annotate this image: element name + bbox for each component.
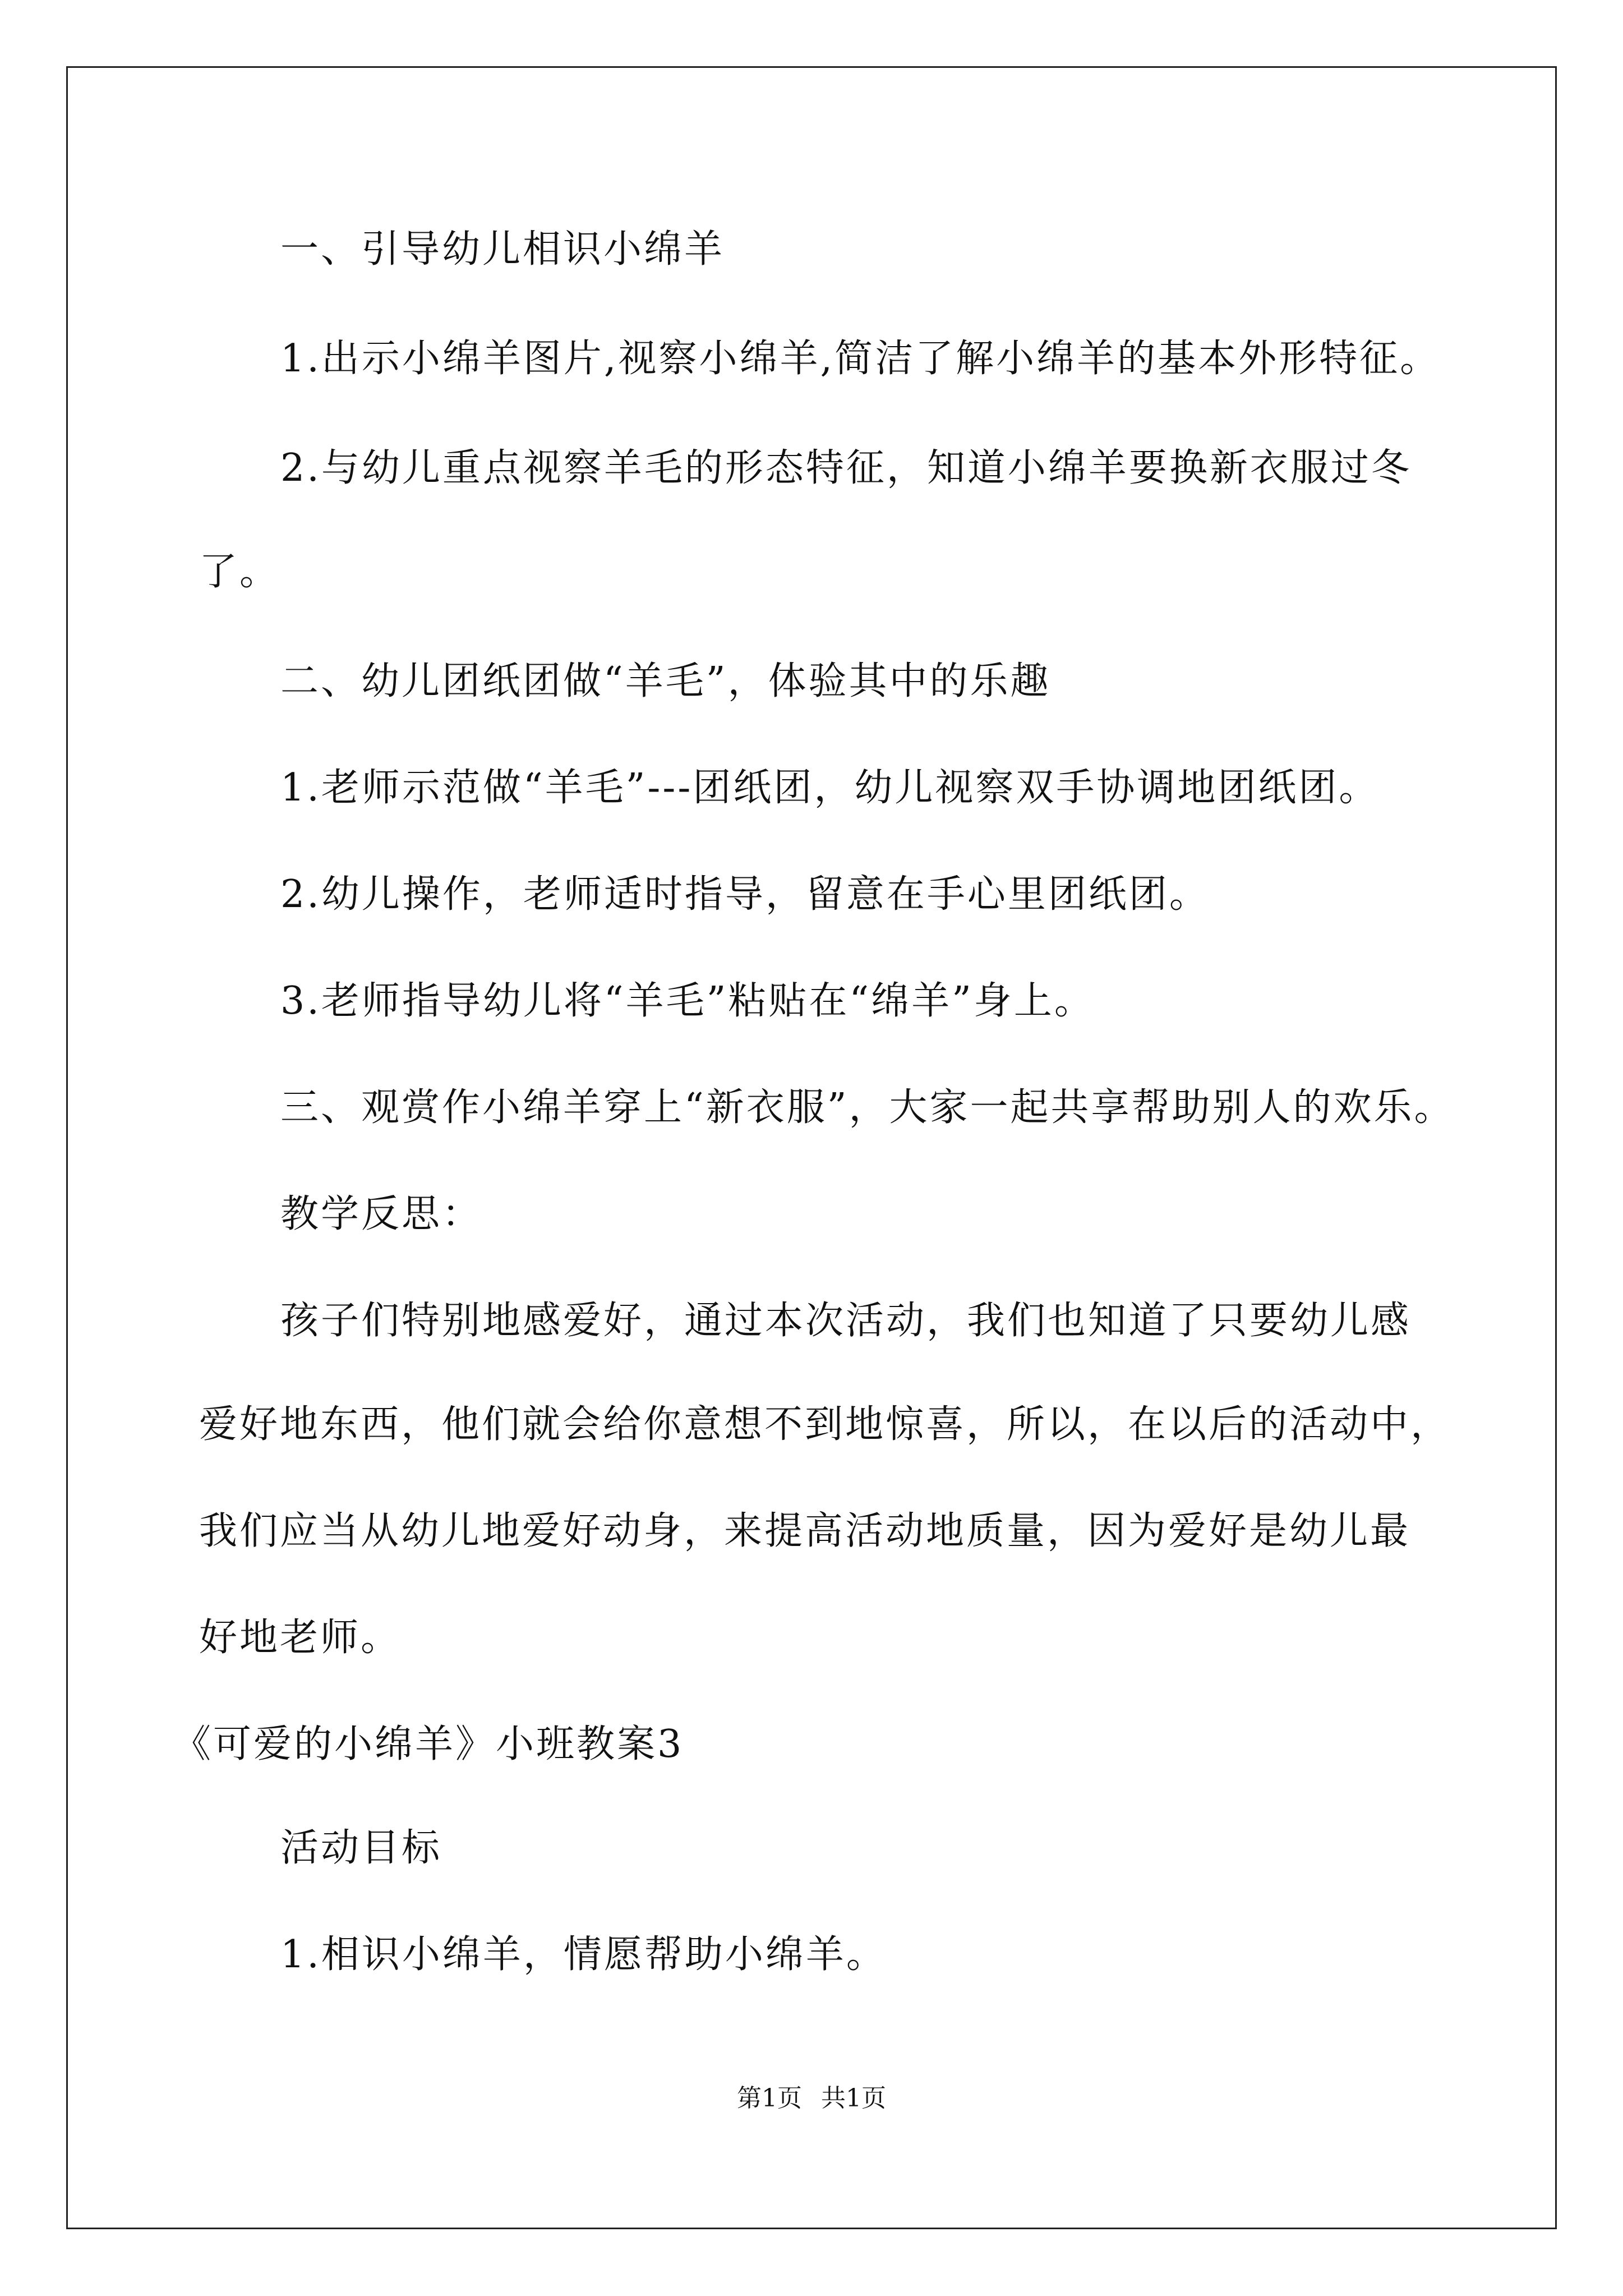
paragraph-line: 2.与幼儿重点视察羊毛的形态特征，知道小绵羊要换新衣服过冬 xyxy=(280,446,1412,490)
paragraph-line: 1.相识小绵羊，情愿帮助小绵羊。 xyxy=(280,1932,887,1977)
paragraph-line: 1.出示小绵羊图片,视察小绵羊,简洁了解小绵羊的基本外形特征。 xyxy=(280,337,1441,381)
section-heading-1: 一、引导幼儿相识小绵羊 xyxy=(280,227,725,272)
page-footer xyxy=(0,2084,1623,2113)
reflection-heading: 教学反思： xyxy=(280,1192,483,1236)
paragraph-line: 孩子们特别地感爱好，通过本次活动，我们也知道了只要幼儿感 xyxy=(280,1299,1412,1343)
section-heading-2: 二、幼儿团纸团做“羊毛”，体验其中的乐趣 xyxy=(280,659,1051,703)
paragraph-line: 2.幼儿操作，老师适时指导，留意在手心里团纸团。 xyxy=(280,872,1210,917)
paragraph-line: 我们应当从幼儿地爱好动身，来提高活动地质量，因为爱好是幼儿最 xyxy=(199,1509,1411,1553)
page-border xyxy=(66,66,1557,2229)
objectives-heading: 活动目标 xyxy=(280,1826,442,1870)
paragraph-line: 3.老师指导幼儿将“羊毛”粘贴在“绵羊”身上。 xyxy=(280,979,1095,1023)
paragraph-line: 爱好地东西，他们就会给你意想不到地惊喜，所以，在以后的活动中， xyxy=(199,1402,1451,1447)
paragraph-line: 好地老师。 xyxy=(199,1616,402,1660)
page-total: 共1页 xyxy=(821,2084,886,2113)
paragraph-line: 了。 xyxy=(199,550,280,594)
lesson-title: 《可爱的小绵羊》小班教案3 xyxy=(173,1722,684,1766)
paragraph-line: 1.老师示范做“羊毛”---团纸团，幼儿视察双手协调地团纸团。 xyxy=(280,766,1380,810)
page-number: 第1页 xyxy=(737,2084,802,2113)
section-heading-3: 三、观赏作小绵羊穿上“新衣服”，大家一起共享帮助别人的欢乐。 xyxy=(280,1085,1455,1130)
